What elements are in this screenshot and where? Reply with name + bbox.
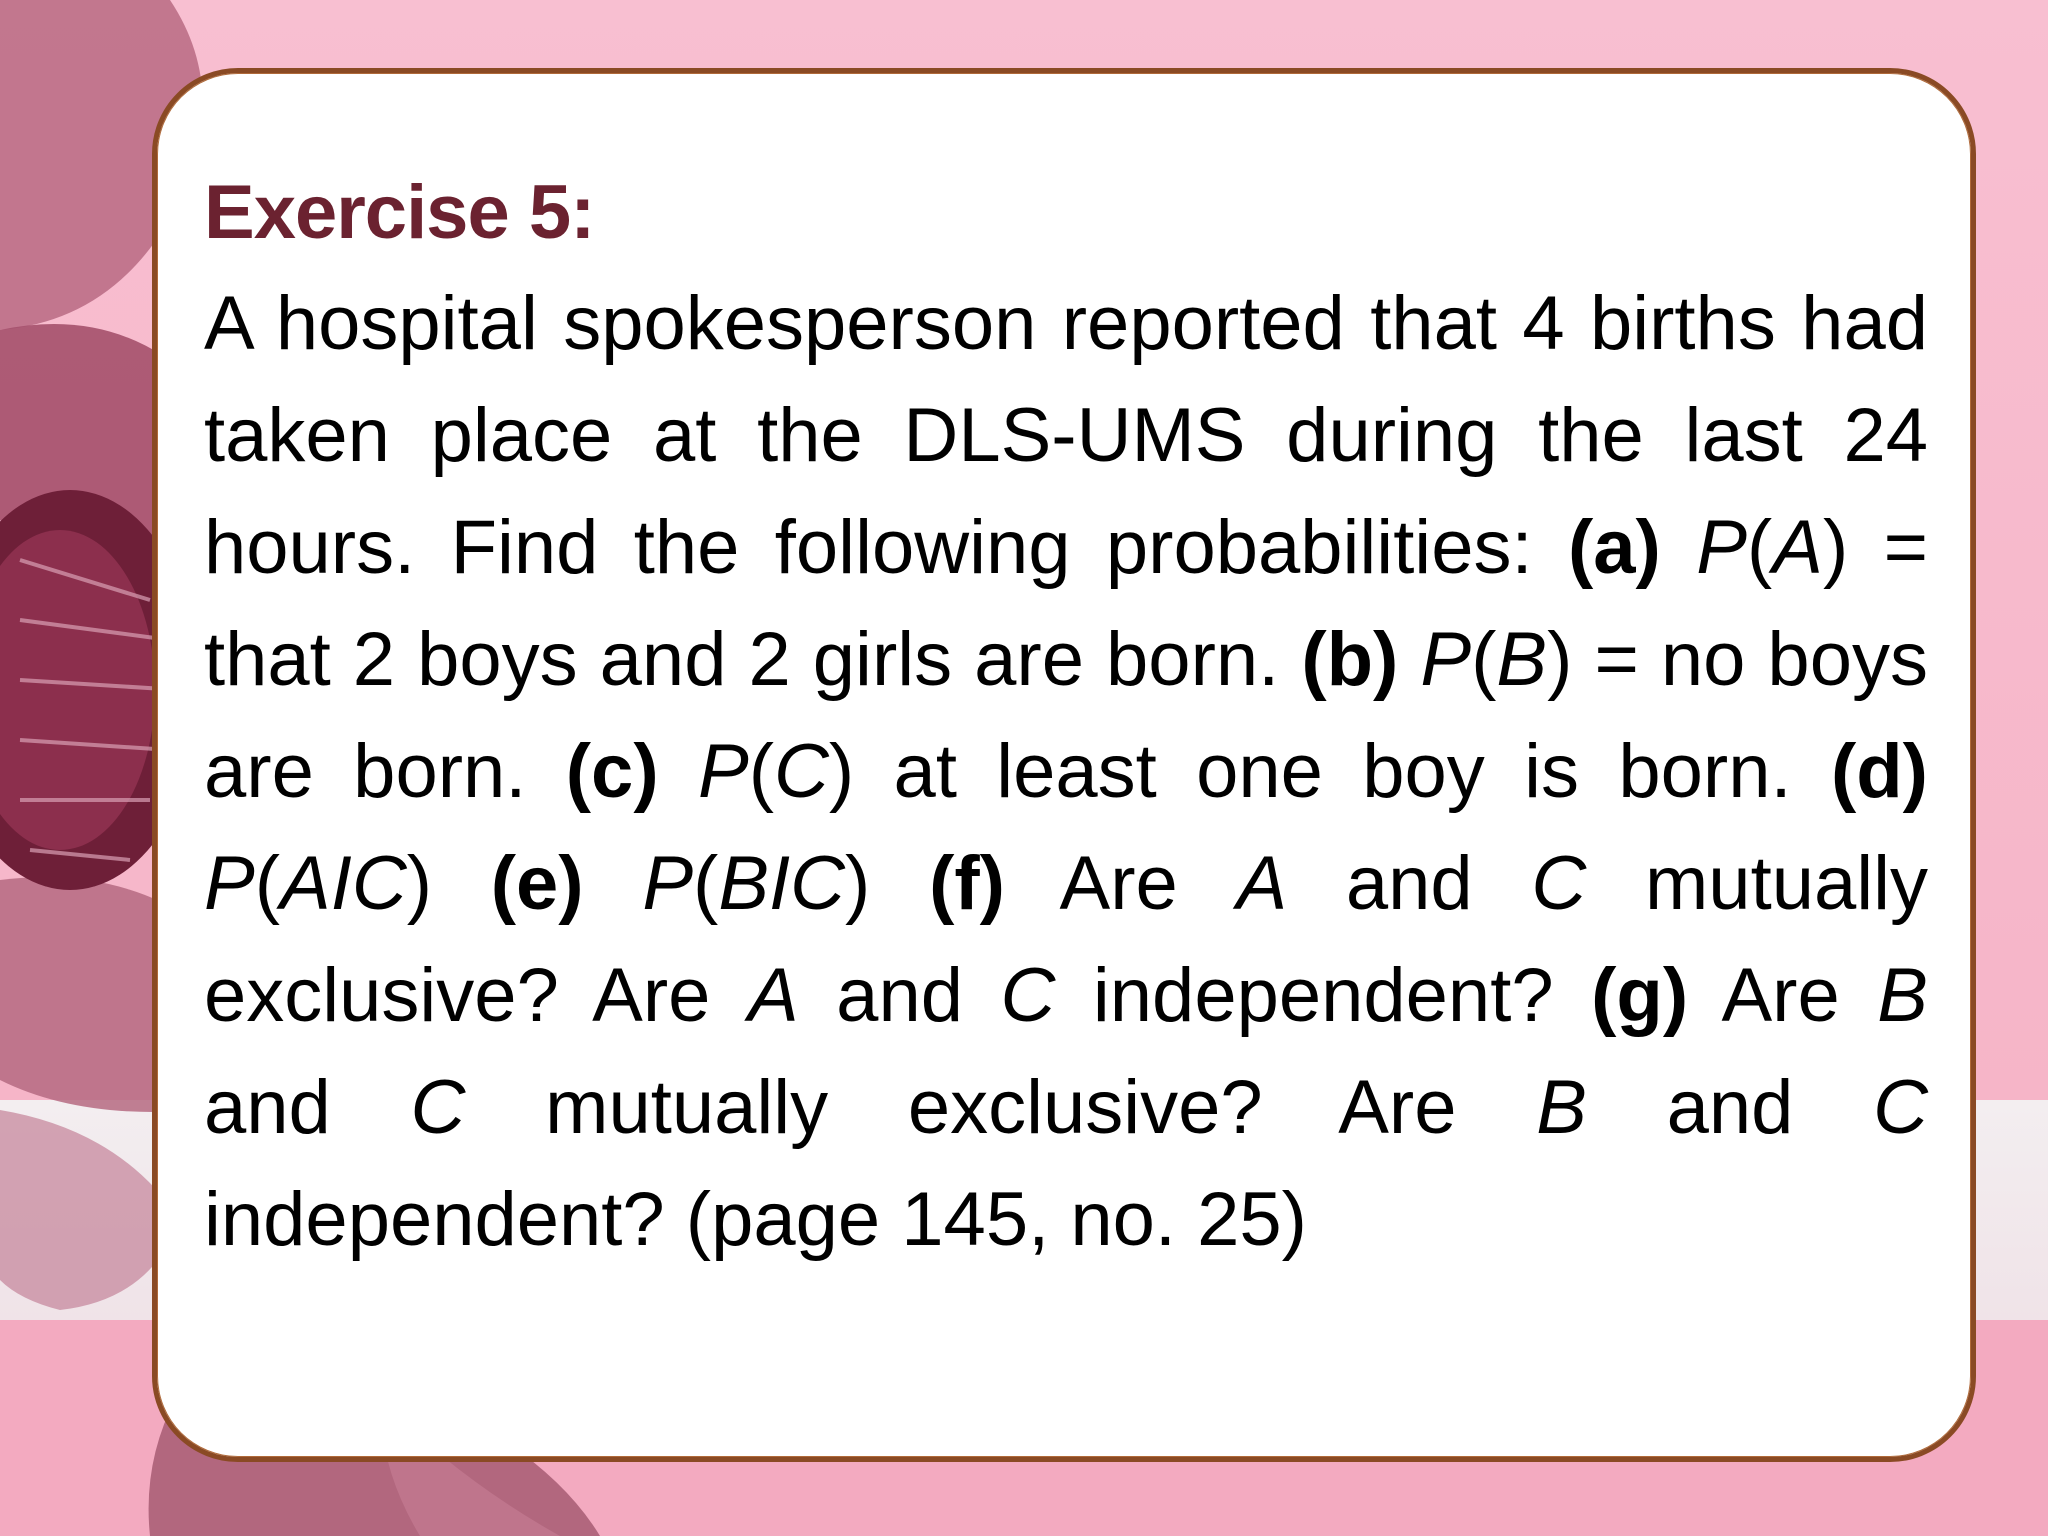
part-b-label: (b): [1301, 617, 1399, 702]
part-f-text-5: independent?: [1092, 953, 1554, 1038]
part-a-text: = that 2 boys and 2 girls are born.: [204, 505, 1928, 702]
exercise-intro: A hospital spokesperson reported that 4 births had taken place at the DLS-UMS during the last 24 hours. Find the following probabilities:: [204, 281, 1928, 590]
part-b-text: = no boys are born.: [204, 617, 1928, 814]
part-a-prob: P: [1696, 505, 1747, 590]
part-g-label: (g): [1591, 953, 1689, 1038]
part-f-var-1: A: [1236, 841, 1288, 926]
part-f-text-1: Are: [1059, 841, 1178, 926]
part-e-prob: P: [642, 841, 694, 926]
part-g-var-3: B: [1536, 1065, 1587, 1150]
part-d-label: (d): [1830, 729, 1928, 814]
part-g-var-2: C: [410, 1065, 466, 1150]
exercise-content: [204, 158, 1928, 1276]
part-f-label: (f): [929, 841, 1005, 926]
part-f-var-3: A: [747, 953, 799, 1038]
part-f-text-4: and: [836, 953, 963, 1038]
part-a-label: (a): [1567, 505, 1661, 590]
part-c-prob: P: [697, 729, 749, 814]
part-g-var-4: C: [1873, 1065, 1929, 1150]
part-d-event: AIC: [280, 841, 407, 926]
part-g-text-3: mutually exclusive? Are: [545, 1065, 1457, 1150]
part-b-event: B: [1496, 617, 1548, 702]
part-e-event: BIC: [718, 841, 846, 926]
part-g-text-2: and: [204, 1065, 331, 1150]
exercise-body: A hospital spokesperson reported that 4 births had taken place at the DLS-UMS during the last 24 hours. Find the following probabilities: (a) P(A) = that 2 boys and 2 girls are born. (b) P(B) = no boys are born. (c) P(C) at least one boy is born. (d) P(AIC) (e) P(BIC) (f) Are A and C mutually exclusive? Are A and C independent? (g) Are B and C mutually exclusive? Are B and C independent? (page 145, no. 25): [204, 281, 1929, 1262]
part-e-label: (e): [490, 841, 584, 926]
part-g-text-1: Are: [1721, 953, 1840, 1038]
part-g-text-4: and: [1666, 1065, 1794, 1150]
part-c-text: at least one boy is born.: [893, 729, 1792, 814]
part-c-event: C: [774, 729, 829, 814]
part-c-label: (c): [565, 729, 659, 814]
part-g-text-5: independent? (page 145, no. 25): [204, 1177, 1307, 1262]
part-b-prob: P: [1420, 617, 1472, 702]
part-f-var-4: C: [1000, 953, 1056, 1038]
part-d-prob: P: [204, 841, 255, 926]
part-f-text-2: and: [1345, 841, 1473, 926]
part-a-event: A: [1772, 505, 1823, 590]
part-g-var-1: B: [1877, 953, 1928, 1038]
exercise-title: Exercise 5:: [204, 170, 595, 255]
part-f-text-3: mutually exclusive? Are: [204, 841, 1928, 1038]
part-f-var-2: C: [1531, 841, 1587, 926]
